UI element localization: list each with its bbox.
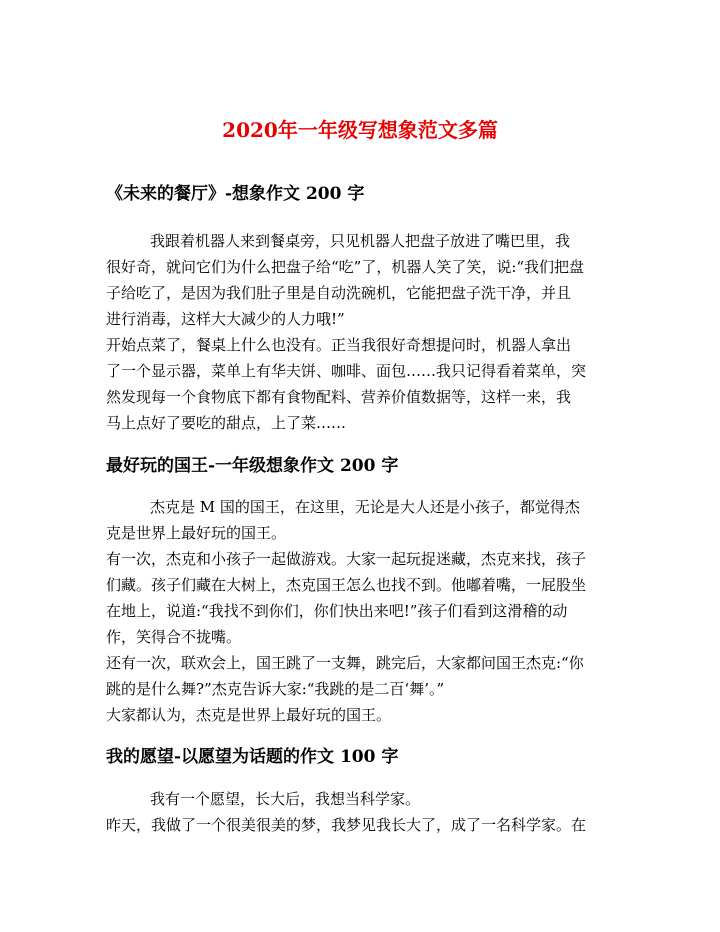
paragraph-line: 了一个显示器，菜单上有华夫饼、咖啡、面包……我只记得看着菜单，突	[106, 362, 587, 380]
section-heading: 我的愿望-以愿望为话题的作文 100 字	[106, 747, 399, 767]
paragraph-line: 克是世界上最好玩的国王。	[106, 524, 287, 542]
paragraph-line: 在地上，说道:“我找不到你们，你们快出来吧!”孩子们看到这滑稽的动	[106, 602, 568, 620]
paragraph-line: 我有一个愿望，长大后，我想当科学家。	[150, 790, 421, 808]
section-heading: 《未来的餐厅》-想象作文 200 字	[106, 184, 365, 204]
paragraph-line: 开始点菜了，餐桌上什么也没有。正当我很好奇想提问时，机器人拿出	[106, 336, 572, 354]
paragraph-line: 们藏。孩子们藏在大树上，杰克国王怎么也找不到。他嘟着嘴，一屁股坐	[106, 576, 587, 594]
paragraph-line: 很好奇，就问它们为什么把盘子给“吃”了，机器人笑了笑，说:“我们把盘	[106, 258, 585, 276]
paragraph-line: 杰克是 M 国的国王，在这里，无论是大人还是小孩子，都觉得杰	[150, 498, 580, 516]
paragraph-line: 还有一次，联欢会上，国王跳了一支舞，跳完后，大家都问国王杰克:“你	[106, 654, 584, 672]
paragraph-line: 进行消毒，这样大大减少的人力哦!”	[106, 310, 345, 328]
document-title: 2020年一年级写想象范文多篇	[222, 118, 498, 142]
paragraph-line: 大家都认为，杰克是世界上最好玩的国王。	[106, 706, 392, 724]
paragraph-line: 有一次，杰克和小孩子一起做游戏。大家一起玩捉迷藏，杰克来找，孩子	[106, 550, 587, 568]
paragraph-line: 昨天，我做了一个很美很美的梦，我梦见我长大了，成了一名科学家。在	[106, 816, 587, 834]
paragraph-line: 我跟着机器人来到餐桌旁，只见机器人把盘子放进了嘴巴里，我	[150, 232, 571, 250]
paragraph-line: 马上点好了要吃的甜点，上了菜……	[106, 414, 347, 432]
paragraph-line: 子给吃了，是因为我们肚子里是自动洗碗机，它能把盘子洗干净，并且	[106, 284, 572, 302]
paragraph-line: 然发现每一个食物底下都有食物配料、营养价值数据等，这样一来，我	[106, 388, 572, 406]
paragraph-line: 跳的是什么舞?”杰克告诉大家:“我跳的是二百‘舞’。”	[106, 680, 445, 698]
paragraph-line: 作，笑得合不拢嘴。	[106, 628, 242, 646]
section-heading: 最好玩的国王-一年级想象作文 200 字	[106, 456, 399, 476]
